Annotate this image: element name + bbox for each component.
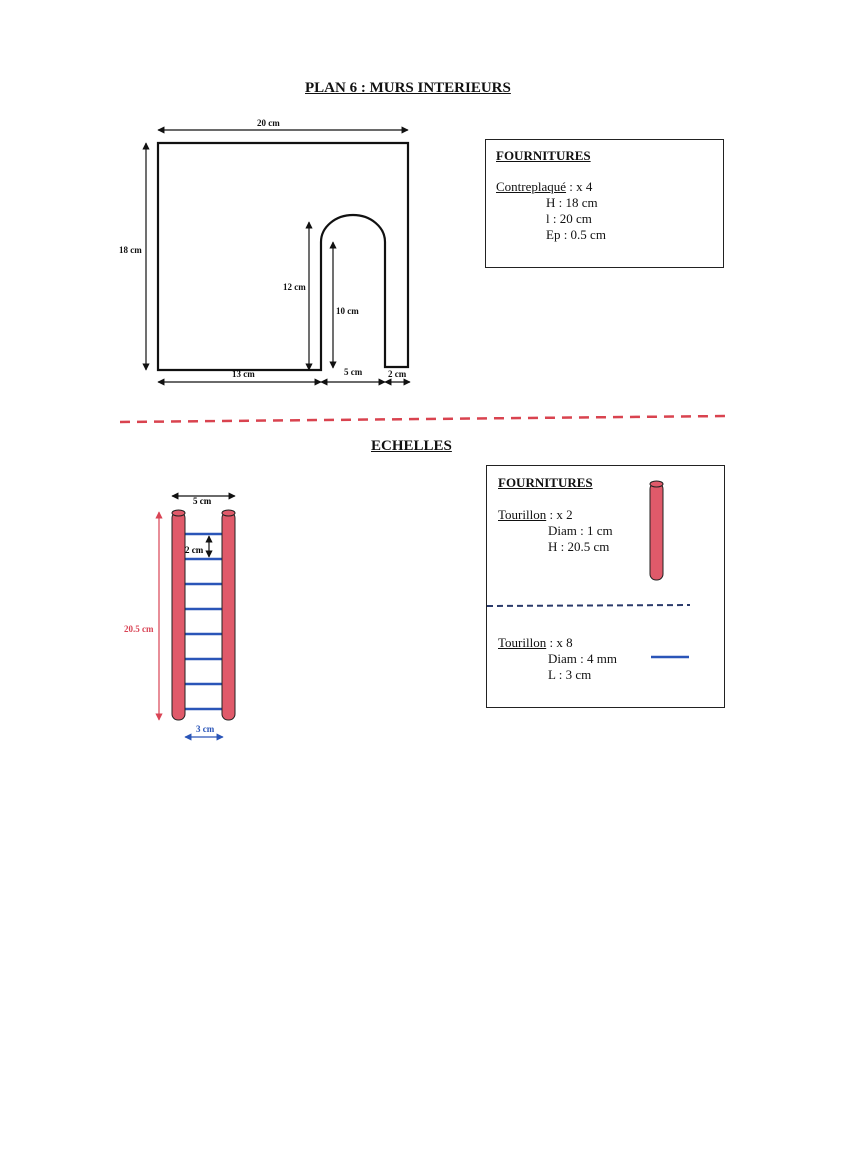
dim-right-part-label: 2 cm — [388, 369, 407, 379]
plan-supplies-item-qty: : x 4 — [566, 179, 593, 194]
ladder-supplies-item1-line: H : 20.5 cm — [548, 539, 610, 554]
plan-supplies-line: Ep : 0.5 cm — [546, 227, 606, 242]
dim-left-part-label: 13 cm — [232, 369, 255, 379]
ladder-supplies-item2-name: Tourillon — [498, 635, 547, 650]
ladder-supplies-box — [486, 465, 725, 708]
ladder-supplies-item2 — [498, 635, 573, 651]
dim-arch-height-label: 10 cm — [336, 306, 359, 316]
plan-supplies-box — [485, 139, 724, 268]
plan-supplies-item — [496, 179, 592, 195]
ladder-rung-gap-label: 2 cm — [185, 545, 204, 555]
ladder-supplies-item1-name: Tourillon — [498, 507, 547, 522]
plan-dimensions — [146, 130, 410, 382]
ladder-top-width-label: 5 cm — [193, 496, 212, 506]
dim-height-label: 18 cm — [119, 245, 142, 255]
ladder-supplies-title: FOURNITURES — [498, 475, 593, 490]
ladder-rungs — [184, 534, 223, 709]
ladder-supplies-item1 — [498, 507, 573, 523]
plan-title: PLAN 6 : MURS INTERIEURS — [305, 80, 511, 96]
ladder-title: ECHELLES — [371, 438, 452, 454]
plan-dimension-labels — [119, 118, 407, 379]
ladder-right-dowel — [222, 510, 235, 720]
plan-supplies-item-name: Contreplaqué — [496, 179, 567, 194]
ladder-height-label: 20.5 cm — [124, 624, 154, 634]
ladder-supplies-item2-line: L : 3 cm — [548, 667, 592, 682]
ladder-supplies-item1-qty: : x 2 — [546, 507, 573, 522]
ladder-left-dowel — [172, 510, 185, 720]
ladder-supplies-item2-qty: : x 8 — [546, 635, 573, 650]
dim-opening-label: 5 cm — [344, 367, 363, 377]
wall-outline — [158, 143, 408, 370]
ladder-supplies-item2-line: Diam : 4 mm — [548, 651, 617, 666]
plan-supplies-line: H : 18 cm — [546, 195, 598, 210]
plan-supplies-line: l : 20 cm — [546, 211, 592, 226]
ladder-rung-width-label: 3 cm — [196, 724, 215, 734]
plan-supplies-title: FOURNITURES — [496, 148, 591, 163]
dim-width-label: 20 cm — [257, 118, 280, 128]
section-separator — [120, 416, 728, 422]
dim-inner-height-label: 12 cm — [283, 282, 306, 292]
ladder-supplies-item1-line: Diam : 1 cm — [548, 523, 613, 538]
